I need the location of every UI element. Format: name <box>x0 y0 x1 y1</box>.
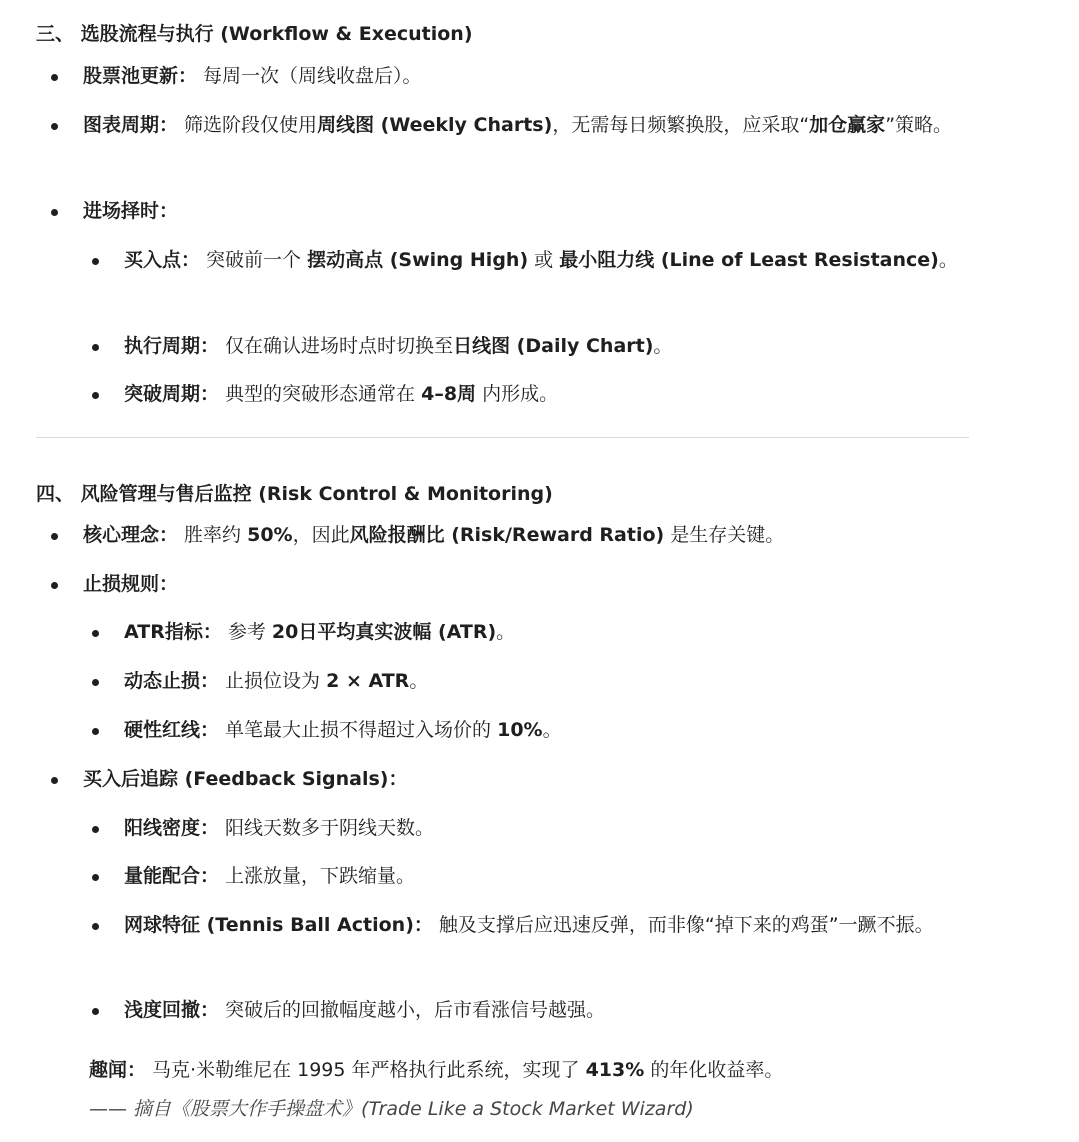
list-item-stoploss-rules: 止损规则： <box>83 573 179 595</box>
bullet <box>92 728 99 735</box>
list-item-pool-update: 股票池更新： 每周一次（周线收盘后）。 <box>83 65 422 87</box>
sub-item-execution-period: 执行周期： 仅在确认进场时点时切换至日线图 (Daily Chart)。 <box>124 335 673 357</box>
sub-item-tennis-ball: 网球特征 (Tennis Ball Action)： 触及支撑后应迅速反弹，而非像“掉下来的鸡蛋”一蹶不振。 <box>124 914 934 936</box>
bullet <box>51 582 58 589</box>
bullet <box>51 533 58 540</box>
bullet <box>51 74 58 81</box>
bullet <box>92 258 99 265</box>
source-quote: —— 摘自《股票大作手操盘术》(Trade Like a Stock Market Wizard) <box>89 1098 694 1120</box>
bullet <box>92 679 99 686</box>
fun-fact: 趣闻： 马克·米勒维尼在 1995 年严格执行此系统，实现了 413% 的年化收益率。 <box>89 1059 784 1081</box>
bullet <box>92 874 99 881</box>
bullet <box>92 923 99 930</box>
bullet <box>92 630 99 637</box>
bullet <box>51 123 58 130</box>
sub-item-atr: ATR指标： 参考 20日平均真实波幅 (ATR)。 <box>124 621 516 643</box>
sub-item-bullish-density: 阳线密度： 阳线天数多于阴线天数。 <box>124 817 435 839</box>
sub-item-shallow-pullback: 浅度回撤： 突破后的回撤幅度越小，后市看涨信号越强。 <box>124 999 606 1021</box>
section-4-title: 四、 风险管理与售后监控 (Risk Control & Monitoring) <box>36 483 553 505</box>
list-item-chart-period: 图表周期： 筛选阶段仅使用周线图 (Weekly Charts)，无需每日频繁换股，应采取“加仓赢家”策略。 <box>83 114 953 136</box>
sub-item-breakout-period: 突破周期： 典型的突破形态通常在 4–8周 内形成。 <box>124 383 559 405</box>
list-item-entry-timing: 进场择时： <box>83 200 179 222</box>
bullet <box>92 1008 99 1015</box>
sub-item-volume: 量能配合： 上涨放量，下跌缩量。 <box>124 865 416 887</box>
bullet <box>92 392 99 399</box>
bullet <box>51 777 58 784</box>
bullet <box>51 209 58 216</box>
sub-item-dynamic-stop: 动态止损： 止损位设为 2 × ATR。 <box>124 670 429 692</box>
list-item-tracking: 买入后追踪 (Feedback Signals)： <box>83 768 408 790</box>
sub-item-hard-limit: 硬性红线： 单笔最大止损不得超过入场价的 10%。 <box>124 719 562 741</box>
bullet <box>92 344 99 351</box>
sub-item-buy-point: 买入点： 突破前一个 摆动高点 (Swing High) 或 最小阻力线 (Line of Least Resistance)。 <box>124 249 958 271</box>
section-divider <box>36 437 969 438</box>
section-3-title: 三、 选股流程与执行 (Workflow & Execution) <box>36 23 473 45</box>
bullet <box>92 826 99 833</box>
list-item-core-idea: 核心理念： 胜率约 50%，因此风险报酬比 (Risk/Reward Ratio) 是生存关键。 <box>83 524 785 546</box>
